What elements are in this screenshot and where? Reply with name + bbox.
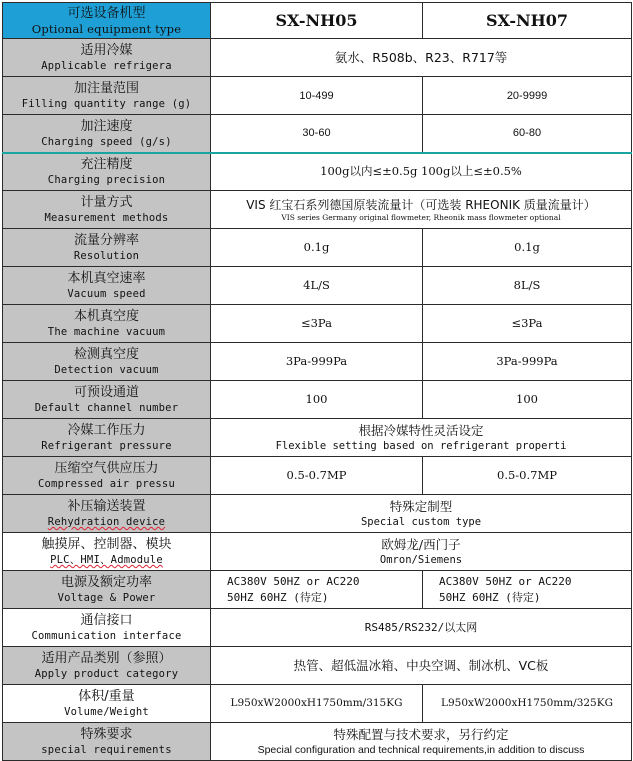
spec-label-en: Voltage & Power (57, 592, 156, 604)
spec-label-cell (3, 495, 211, 533)
spec-label-en: PLC、HMI、Admodule (50, 554, 163, 566)
spec-value-text: 8L/S (513, 278, 541, 292)
spec-label-en: Measurement methods (44, 212, 169, 224)
spec-value-model-2 (423, 229, 632, 267)
spec-label-zh: 计量方式 (80, 195, 133, 210)
spec-value-text: 0.1g (303, 240, 330, 254)
spec-label-cell (3, 571, 211, 609)
spec-value-text: 100 (305, 392, 328, 406)
spec-row (3, 343, 632, 381)
spec-label-cell (3, 647, 211, 685)
spec-label-cell (3, 457, 211, 495)
spec-value-text: 30-60 (302, 127, 331, 140)
spec-row (3, 457, 632, 495)
spec-label-cell (3, 77, 211, 115)
spec-value-text: 100g以内≤±0.5g 100g以上≤±0.5% (320, 164, 522, 179)
spec-value-subtext: Special custom type (360, 515, 482, 528)
spec-value-model-1 (211, 381, 423, 419)
spec-row (3, 305, 632, 343)
spec-label-cell (3, 343, 211, 381)
spec-value-text: 20-9999 (506, 89, 548, 102)
spec-label-en: Filling quantity range (g) (21, 98, 192, 110)
spec-value-merged (211, 495, 632, 533)
model-2-title: SX-NH07 (485, 11, 569, 30)
spec-value-text: L950xW2000xH1750mm/315KG (230, 697, 403, 709)
spec-value-model-1 (211, 343, 423, 381)
spec-label-zh: 充注精度 (80, 157, 133, 173)
spec-row (3, 647, 632, 685)
spec-value-text: 3Pa-999Pa (496, 354, 558, 368)
spec-label-cell (3, 305, 211, 343)
spec-value-text: 根据冷媒特性灵活设定 (358, 422, 484, 438)
spec-label-zh: 冷媒工作压力 (67, 423, 146, 438)
spec-value-subtext: Omron/Siemens (379, 553, 463, 566)
spec-value-model-2 (423, 685, 632, 723)
header-model-1-cell (211, 3, 423, 39)
spec-label-en: The machine vacuum (47, 326, 166, 338)
spec-row (3, 723, 632, 761)
spec-label-zh: 补压输送装置 (67, 499, 146, 514)
spec-row (3, 115, 632, 153)
spec-label-cell (3, 381, 211, 419)
spec-value-subtext: VIS series Germany original flowmeter, Rheonik mass flowmeter optional (281, 212, 561, 222)
spec-value-text: AC380V 50HZ or AC220 (439, 574, 572, 588)
spec-row (3, 571, 632, 609)
spec-value-model-2 (423, 381, 632, 419)
spec-value-text: 3Pa-999Pa (285, 354, 348, 368)
spec-value-merged (211, 647, 632, 685)
spec-value-model-1 (211, 77, 423, 115)
spec-label-zh: 本机真空速率 (67, 271, 146, 286)
spec-label-en: Default channel number (34, 402, 179, 414)
model-1-title: SX-NH05 (275, 11, 358, 30)
spec-value-text: 特殊配置与技术要求，另行约定 (333, 726, 509, 742)
spec-label-en: Communication interface (31, 630, 182, 642)
spec-label-cell (3, 533, 211, 571)
spec-value-text: 氨水、R508b、R23、R717等 (334, 49, 508, 65)
spec-value-text: VIS 红宝石系列德国原装流量计（可选装 RHEONIK 质量流量计） (246, 197, 596, 212)
spec-row (3, 685, 632, 723)
spec-label-zh: 本机真空度 (73, 309, 139, 324)
spec-label-cell (3, 115, 211, 153)
spec-label-cell (3, 609, 211, 647)
spec-row (3, 229, 632, 267)
header-label-zh: 可选设备机型 (67, 6, 146, 21)
spec-value-text: 0.5-0.7MP (497, 468, 557, 482)
spec-value-text: 60-80 (512, 127, 542, 140)
spec-value-model-1 (211, 115, 423, 153)
spec-value-text-line2: 50HZ 60HZ (待定) (227, 590, 329, 604)
spec-value-model-2 (423, 267, 632, 305)
spec-label-cell (3, 153, 211, 191)
spec-table (2, 2, 632, 761)
spec-row (3, 495, 632, 533)
spec-value-text: L950xW2000xH1750mm/325KG (441, 697, 613, 709)
spec-value-merged (211, 39, 632, 77)
spec-value-text-line2: 50HZ 60HZ (待定) (439, 590, 541, 604)
spec-value-merged (211, 609, 632, 647)
spec-label-cell (3, 39, 211, 77)
spec-value-text: AC380V 50HZ or AC220 (227, 574, 360, 588)
spec-value-text: 0.5-0.7MP (286, 468, 347, 482)
spec-label-en: special requirements (41, 744, 172, 756)
spec-label-cell (3, 419, 211, 457)
spec-value-text: 欧姆龙/西门子 (381, 536, 461, 552)
spec-label-zh: 适用产品类别（参照） (41, 651, 172, 666)
spec-value-subtext: Special configuration and technical requirements,in addition to discuss (257, 743, 585, 756)
spec-label-zh: 加注速度 (80, 118, 133, 134)
spec-value-text: 特殊定制型 (389, 498, 453, 514)
spec-value-text: RS485/RS232/以太网 (364, 620, 478, 634)
header-row (3, 3, 632, 39)
spec-value-model-1 (211, 229, 423, 267)
spec-label-zh: 适用冷媒 (80, 43, 133, 58)
spec-row (3, 191, 632, 229)
spec-value-model-2 (423, 77, 632, 115)
header-label-en: Optional equipment type (31, 22, 182, 36)
spec-row (3, 267, 632, 305)
spec-label-en: Rehydration device (47, 516, 166, 528)
spec-value-merged (211, 419, 632, 457)
spec-label-zh: 流量分辨率 (73, 233, 139, 248)
spec-row (3, 419, 632, 457)
spec-label-en: Charging precision (47, 174, 166, 187)
spec-label-cell (3, 191, 211, 229)
spec-label-cell (3, 229, 211, 267)
spec-label-zh: 触摸屏、控制器、模块 (41, 537, 172, 552)
spec-label-cell (3, 685, 211, 723)
spec-value-model-2 (423, 115, 632, 153)
spec-label-zh: 特殊要求 (80, 727, 133, 742)
spec-label-cell (3, 723, 211, 761)
spec-value-text: ≤3Pa (300, 316, 333, 330)
spec-value-model-2 (423, 457, 632, 495)
spec-label-zh: 检测真空度 (73, 347, 139, 362)
spec-row (3, 609, 632, 647)
spec-label-zh: 通信接口 (80, 613, 133, 628)
spec-value-subtext: Flexible setting based on refrigerant properti (275, 439, 567, 452)
spec-label-en: Resolution (73, 250, 140, 262)
spec-row (3, 39, 632, 77)
spec-label-en: Applicable refrigera (41, 60, 172, 72)
spec-label-en: Compressed air pressu (38, 478, 175, 490)
spec-value-merged (211, 723, 632, 761)
spec-label-en: Apply product category (34, 668, 179, 680)
header-label-cell (3, 3, 211, 39)
spec-label-en: Volume/Weight (64, 706, 149, 718)
spec-label-en: Refrigerant pressure (41, 440, 172, 452)
spec-value-model-2 (423, 571, 632, 609)
spec-value-merged (211, 153, 632, 191)
spec-value-model-2 (423, 343, 632, 381)
spec-value-merged (211, 533, 632, 571)
spec-value-model-1 (211, 267, 423, 305)
spec-value-merged (211, 191, 632, 229)
spec-value-text: 10-499 (299, 89, 334, 102)
spec-value-model-1 (211, 457, 423, 495)
spec-label-zh: 电源及额定功率 (60, 575, 152, 590)
spec-label-cell (3, 267, 211, 305)
spec-label-zh: 压缩空气供应压力 (54, 461, 159, 476)
spec-row (3, 533, 632, 571)
spec-value-text: 4L/S (303, 278, 330, 292)
spec-value-text: 100 (516, 392, 538, 406)
spec-label-zh: 可预设通道 (73, 385, 139, 400)
spec-value-model-1 (211, 571, 423, 609)
spec-value-text: ≤3Pa (511, 316, 543, 330)
spec-label-zh: 体积/重量 (78, 689, 135, 704)
spec-value-model-2 (423, 305, 632, 343)
spec-label-en: Detection vacuum (54, 364, 159, 376)
spec-row (3, 381, 632, 419)
spec-label-en: Charging speed (g/s) (41, 135, 172, 148)
spec-row (3, 77, 632, 115)
spec-value-text: 热管、超低温冰箱、中央空调、制冰机、VC板 (293, 657, 549, 673)
spec-label-en: Vacuum speed (67, 288, 146, 300)
header-model-2-cell (423, 3, 632, 39)
spec-value-text: 0.1g (514, 240, 540, 254)
spec-value-model-1 (211, 305, 423, 343)
spec-row (3, 153, 632, 191)
spec-value-model-1 (211, 685, 423, 723)
spec-label-zh: 加注量范围 (73, 81, 139, 96)
